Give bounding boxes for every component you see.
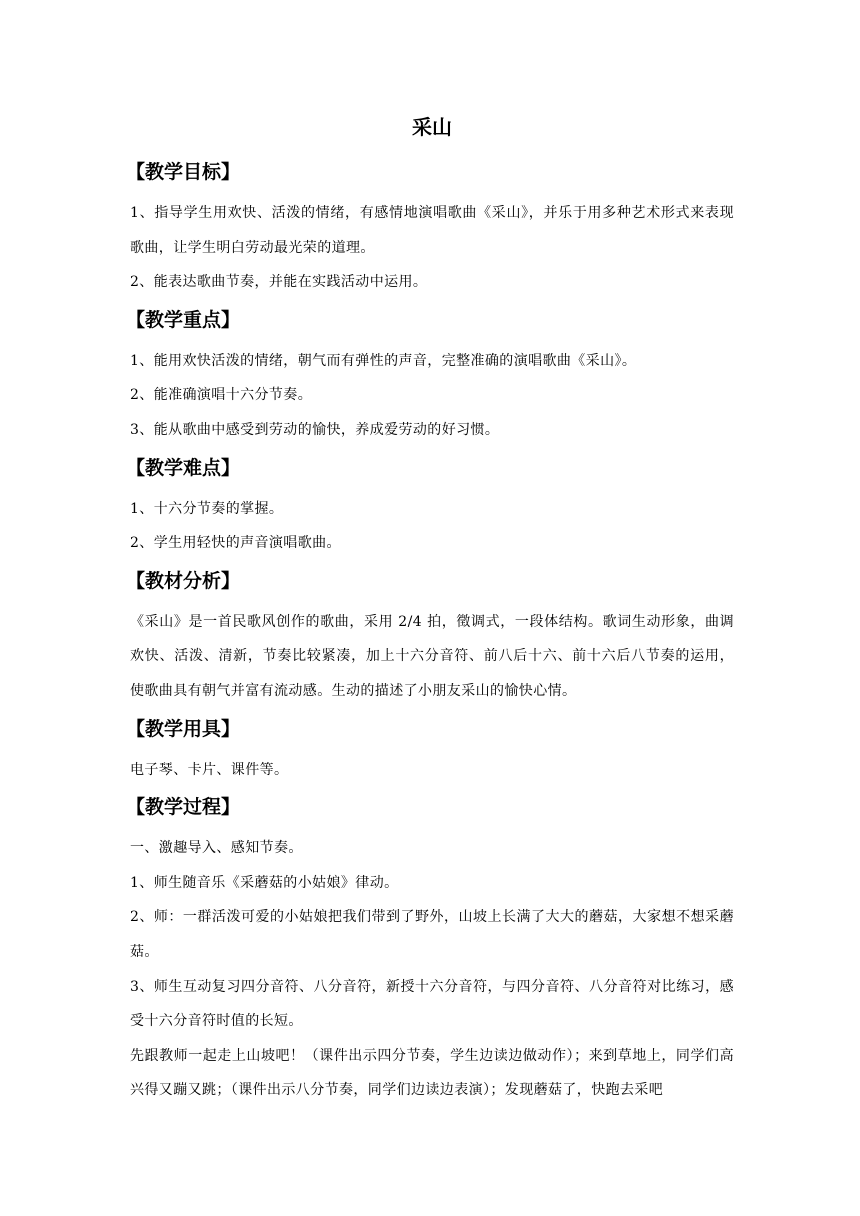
section-key-points (126, 306, 734, 448)
paragraph: 2、能表达歌曲节奏，并能在实践活动中运用。 (130, 274, 428, 291)
document-title: 采山 (412, 115, 452, 139)
paragraph: 2、学生用轻快的声音演唱歌曲。 (130, 535, 341, 552)
section-heading: 【教学重点】 (126, 308, 241, 331)
paragraph: 1、能用欢快活泼的情绪，朝气而有弹性的声音，完整准确的演唱歌曲《采山》。 (130, 352, 637, 369)
paragraph: 先跟教师一起走上山坡吧！（课件出示四分节奏，学生边读边做动作）；来到草地上，同学们高兴得又蹦又跳；（课件出示八分节奏，同学们边读边表演）；发现蘑菇了，快跑去采吧 (130, 1047, 734, 1099)
section-material-analysis (126, 567, 734, 709)
section-difficulties (126, 454, 734, 561)
paragraph: 3、能从歌曲中感受到劳动的愉快，养成爱劳动的好习惯。 (130, 421, 500, 438)
paragraph: 2、能准确演唱十六分节奏。 (130, 387, 313, 404)
paragraph: 1、十六分节奏的掌握。 (130, 500, 284, 517)
paragraph: 《采山》是一首民歌风创作的歌曲，采用 2/4 拍，徵调式，一段体结构。歌词生动形象，曲调欢快、活泼、清新，节奏比较紧凑，加上十六分音符、前八后十六、前十六后八节奏的运用，使歌曲具有朝气并富有流动感。生动的描述了小朋友采山的愉快心情。 (130, 613, 734, 699)
paragraph: 3、师生互动复习四分音符、八分音符，新授十六分音符，与四分音符、八分音符对比练习，感受十六分音符时值的长短。 (130, 978, 734, 1030)
section-heading: 【教学难点】 (126, 456, 241, 479)
paragraph: 一、激趣导入、感知节奏。 (130, 840, 303, 857)
paragraph: 电子琴、卡片、课件等。 (130, 761, 289, 778)
paragraph: 2、师：一群活泼可爱的小姑娘把我们带到了野外，山坡上长满了大大的蘑菇，大家想不想采蘑菇。 (130, 909, 734, 960)
section-heading: 【教学过程】 (126, 796, 241, 819)
section-heading: 【教材分析】 (126, 569, 241, 592)
section-teaching-tools (126, 715, 734, 788)
paragraph: 1、指导学生用欢快、活泼的情绪，有感情地演唱歌曲《采山》，并乐于用多种艺术形式来表现歌曲，让学生明白劳动最光荣的道理。 (130, 205, 734, 256)
section-teaching-process (126, 793, 734, 1108)
section-heading: 【教学目标】 (126, 161, 241, 183)
document-page (126, 112, 734, 1114)
section-heading: 【教学用具】 (126, 717, 241, 740)
section-objectives (126, 158, 734, 300)
paragraph: 1、师生随音乐《采蘑菇的小姑娘》律动。 (130, 874, 399, 891)
